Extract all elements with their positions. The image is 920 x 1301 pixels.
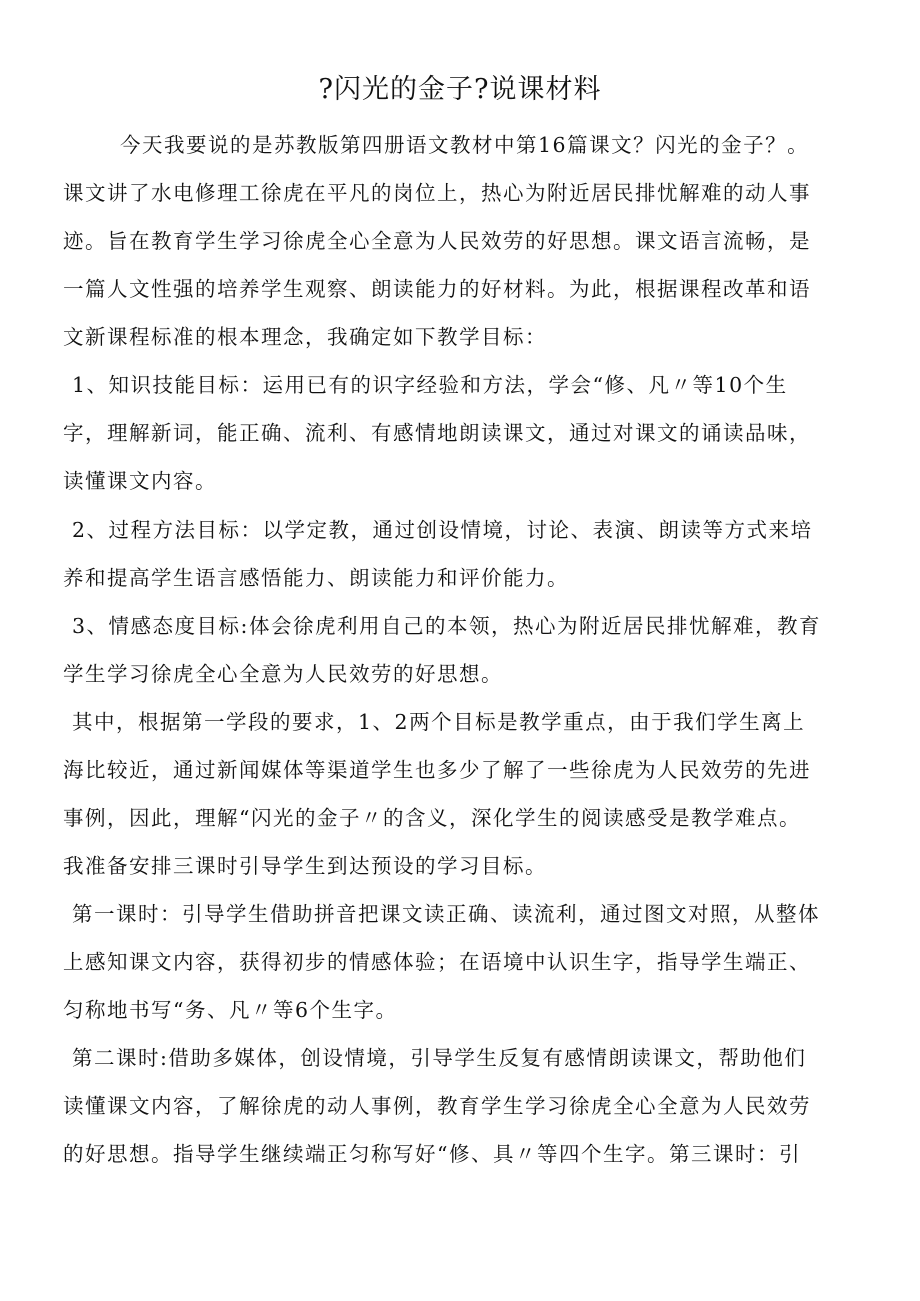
paragraph-line: 读懂课文内容。: [63, 469, 217, 493]
paragraph-line: 事例，因此，理解“闪光的金子〃的含义，深化学生的阅读感受是教学难点。: [63, 806, 801, 830]
paragraph-line: 学生学习徐虎全心全意为人民效劳的好思想。: [63, 662, 503, 686]
paragraph-line: 匀称地书写“务、凡〃等6个生字。: [63, 998, 398, 1022]
paragraph-line: 第二课时:借助多媒体，创设情境，引导学生反复有感情朗读课文，帮助他们: [72, 1046, 807, 1070]
paragraph-line: 养和提高学生语言感悟能力、朗读能力和评价能力。: [63, 566, 569, 590]
paragraph-line: 一篇人文性强的培养学生观察、朗读能力的好材料。为此，根据课程改革和语: [63, 277, 811, 301]
paragraph-line: 课文讲了水电修理工徐虎在平凡的岗位上，热心为附近居民排忧解难的动人事: [63, 181, 811, 205]
paragraph-line: 文新课程标准的根本理念，我确定如下教学目标：: [63, 325, 547, 349]
paragraph-line: 海比较近，通过新闻媒体等渠道学生也多少了解了一些徐虎为人民效劳的先进: [63, 758, 811, 782]
document-title: ?闪光的金子?说课材料: [318, 74, 602, 105]
paragraph-line: 2、过程方法目标：以学定教，通过创设情境，讨论、表演、朗读等方式来培: [72, 518, 813, 542]
paragraph-line: 其中，根据第一学段的要求，1、2两个目标是教学重点，由于我们学生离上: [72, 710, 806, 734]
paragraph-line: 今天我要说的是苏教版第四册语文教材中第16篇课文？闪光的金子？。: [120, 133, 810, 157]
paragraph-line: 3、情感态度目标:体会徐虎利用自己的本领，热心为附近居民排忧解难，教育: [72, 614, 821, 638]
paragraph-line: 迹。旨在教育学生学习徐虎全心全意为人民效劳的好思想。课文语言流畅，是: [63, 229, 811, 253]
paragraph-line: 读懂课文内容，了解徐虎的动人事例，教育学生学习徐虎全心全意为人民效劳: [63, 1094, 811, 1118]
paragraph-line: 上感知课文内容，获得初步的情感体验；在语境中认识生字，指导学生端正、: [63, 950, 811, 974]
paragraph-line: 1、知识技能目标：运用已有的识字经验和方法，学会“修、凡〃等10个生: [72, 373, 788, 397]
paragraph-line: 的好思想。指导学生继续端正匀称写好“修、具〃等四个生字。第三课时：引: [63, 1142, 801, 1166]
paragraph-line: 第一课时：引导学生借助拼音把课文读正确、读流利，通过图文对照，从整体: [72, 902, 820, 926]
paragraph-line: 我准备安排三课时引导学生到达预设的学习目标。: [63, 854, 547, 878]
paragraph-line: 字，理解新词，能正确、流利、有感情地朗读课文，通过对课文的诵读品味，: [63, 421, 811, 445]
